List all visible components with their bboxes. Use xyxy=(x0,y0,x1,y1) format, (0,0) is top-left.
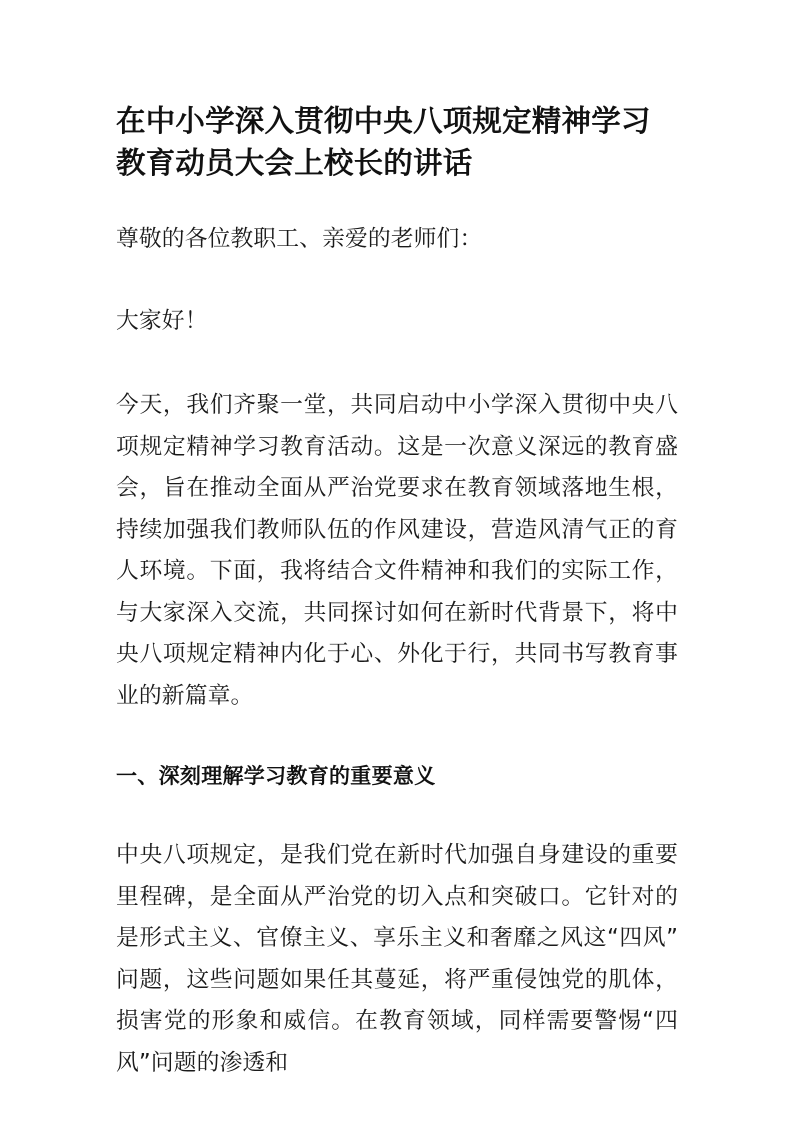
salutation: 尊敬的各位教职工、亲爱的老师们： xyxy=(116,226,483,252)
document-title: 在中小学深入贯彻中央八项规定精神学习教育动员大会上校长的讲话 xyxy=(116,104,651,180)
intro-paragraph: 今天，我们齐聚一堂，共同启动中小学深入贯彻中央八项规定精神学习教育活动。这是一次意义深远的教育盛会，旨在推动全面从严治党要求在教育领域落地生根，持续加强我们教师队伍的作风建设，营造风清气正的育人环境。下面，我将结合文件精神和我们的实际工作，与大家深入交流，共同探讨如何在新时代背景下，将中央八项规定精神内化于心、外化于行，共同书写教育事业的新篇章。 xyxy=(116,392,678,709)
section-heading-1: 一、深刻理解学习教育的重要意义 xyxy=(116,764,436,788)
section-1-paragraph-1: 中央八项规定，是我们党在新时代加强自身建设的重要里程碑，是全面从严治党的切入点和突破口。它针对的是形式主义、官僚主义、享乐主义和奢靡之风这“四风”问题，这些问题如果任其蔓延，将严重侵蚀党的肌体，损害党的形象和威信。在教育领域，同样需要警惕“四风”问题的渗透和 xyxy=(116,842,678,1076)
document-body xyxy=(116,0,678,1084)
greeting-line: 大家好！ xyxy=(116,307,208,334)
